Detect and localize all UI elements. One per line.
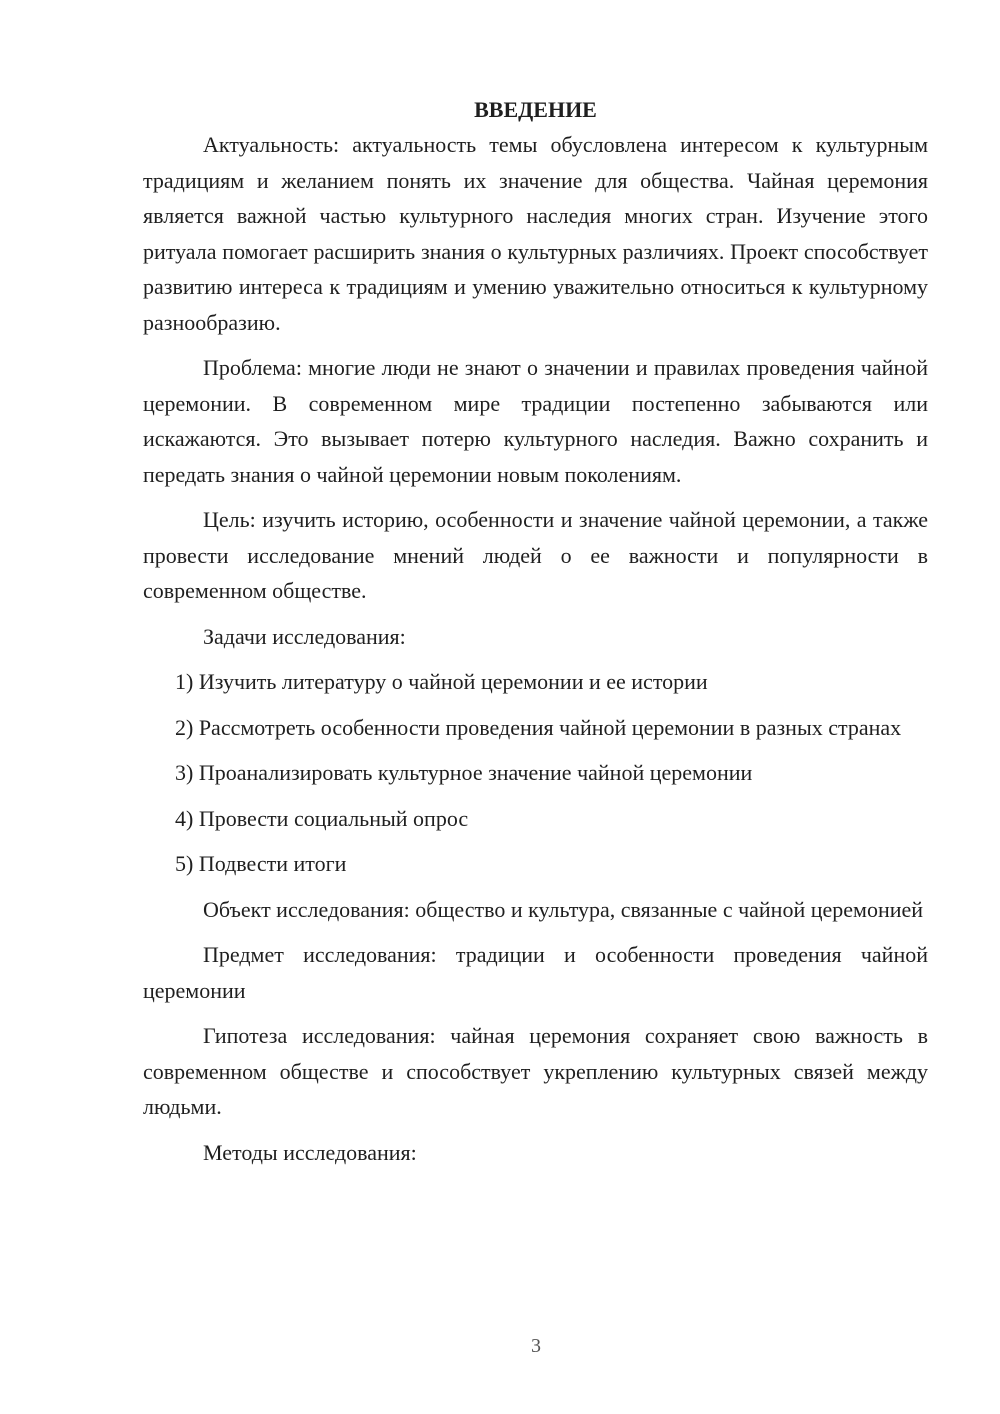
page-number: 3 bbox=[531, 1335, 541, 1357]
task-item-4: 4) Провести социальный опрос bbox=[175, 805, 469, 831]
tasks-heading: Задачи исследования: bbox=[203, 623, 406, 649]
page-content bbox=[143, 92, 928, 1170]
section-title: ВВЕДЕНИЕ bbox=[474, 97, 597, 122]
problem-paragraph: Проблема: многие люди не знают о значении и правилах проведения чайной церемонии. В современном мире традиции постепенно забываются или искажаются. Это вызывает потерю культурного наследия. Важно сохранить и передать знания о чайной церемонии новым поколениям. bbox=[143, 355, 928, 487]
relevance-paragraph: Актуальность: актуальность темы обусловлена интересом к культурным традициям и желанием понять их значение для общества. Чайная церемония является важной частью культурного наследия многих стран. Изучение этого ритуала помогает расширить знания о культурных различиях. Проект способствует развитию интереса к традициям и умению уважительно относиться к культурному разнообразию. bbox=[143, 132, 928, 335]
goal-paragraph: Цель: изучить историю, особенности и значение чайной церемонии, а также провести исследование мнений людей о ее важности и популярности в современном обществе. bbox=[143, 507, 928, 603]
task-item-1: 1) Изучить литературу о чайной церемонии и ее истории bbox=[175, 669, 708, 694]
task-item-3: 3) Проанализировать культурное значение чайной церемонии bbox=[175, 760, 753, 785]
object-paragraph: Объект исследования: общество и культура, связанные с чайной церемонией bbox=[203, 896, 924, 922]
subject-paragraph: Предмет исследования: традиции и особенности проведения чайной церемонии bbox=[143, 942, 928, 1003]
task-item-2: 2) Рассмотреть особенности проведения чайной церемонии в разных странах bbox=[175, 714, 902, 740]
task-item-5: 5) Подвести итоги bbox=[175, 851, 347, 876]
methods-heading: Методы исследования: bbox=[203, 1139, 417, 1165]
hypothesis-paragraph: Гипотеза исследования: чайная церемония сохраняет свою важность в современном обществе и способствует укреплению культурных связей между людьми. bbox=[143, 1023, 928, 1119]
